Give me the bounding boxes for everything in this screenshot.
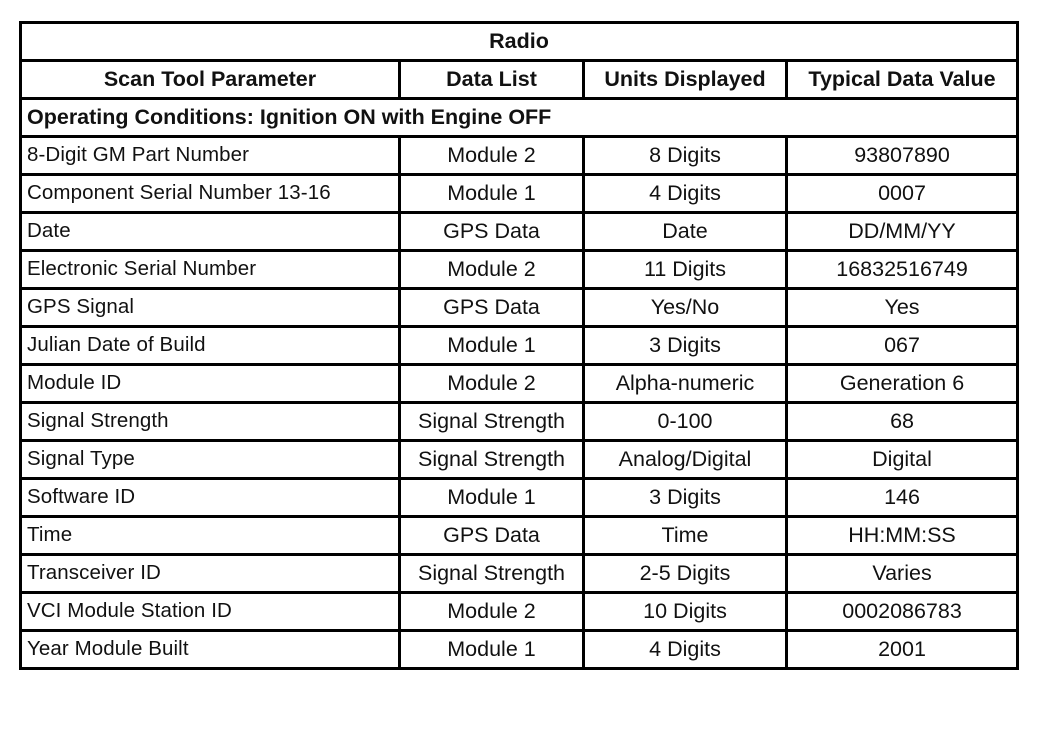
value-cell: 146: [787, 479, 1018, 517]
data-list-cell: Module 1: [400, 327, 584, 365]
parameter-cell: Electronic Serial Number: [21, 251, 400, 289]
data-list-cell: Signal Strength: [400, 555, 584, 593]
units-cell: 0-100: [584, 403, 787, 441]
table-row: [21, 327, 1018, 365]
table-row: [21, 631, 1018, 669]
title-row: [21, 23, 1018, 61]
data-list-cell: Module 2: [400, 593, 584, 631]
value-cell: 2001: [787, 631, 1018, 669]
data-list-cell: Module 1: [400, 175, 584, 213]
units-cell: Analog/Digital: [584, 441, 787, 479]
table-row: [21, 365, 1018, 403]
section-row: [21, 99, 1018, 137]
units-cell: 8 Digits: [584, 137, 787, 175]
value-cell: 0002086783: [787, 593, 1018, 631]
table-row: [21, 289, 1018, 327]
parameter-cell: Signal Type: [21, 441, 400, 479]
parameter-cell: Year Module Built: [21, 631, 400, 669]
value-cell: Digital: [787, 441, 1018, 479]
table-row: [21, 251, 1018, 289]
parameter-cell: Time: [21, 517, 400, 555]
value-cell: HH:MM:SS: [787, 517, 1018, 555]
parameter-cell: Software ID: [21, 479, 400, 517]
units-cell: 10 Digits: [584, 593, 787, 631]
units-cell: Alpha-numeric: [584, 365, 787, 403]
header-scan-tool-parameter: Scan Tool Parameter: [21, 61, 400, 99]
data-list-cell: GPS Data: [400, 289, 584, 327]
value-cell: 0007: [787, 175, 1018, 213]
data-list-cell: GPS Data: [400, 213, 584, 251]
table-row: [21, 593, 1018, 631]
value-cell: Yes: [787, 289, 1018, 327]
table-title: Radio: [21, 23, 1018, 61]
value-cell: 68: [787, 403, 1018, 441]
table-row: [21, 517, 1018, 555]
parameter-cell: Component Serial Number 13-16: [21, 175, 400, 213]
section-heading: Operating Conditions: Ignition ON with Engine OFF: [21, 99, 1018, 137]
value-cell: Generation 6: [787, 365, 1018, 403]
units-cell: 11 Digits: [584, 251, 787, 289]
parameter-cell: GPS Signal: [21, 289, 400, 327]
units-cell: Date: [584, 213, 787, 251]
parameter-cell: 8-Digit GM Part Number: [21, 137, 400, 175]
data-list-cell: Signal Strength: [400, 441, 584, 479]
parameter-cell: Date: [21, 213, 400, 251]
table-row: [21, 137, 1018, 175]
units-cell: 4 Digits: [584, 631, 787, 669]
table-row: [21, 213, 1018, 251]
table-row: [21, 403, 1018, 441]
table-row: [21, 175, 1018, 213]
header-units-displayed: Units Displayed: [584, 61, 787, 99]
header-row: [21, 61, 1018, 99]
units-cell: 3 Digits: [584, 327, 787, 365]
parameter-cell: Module ID: [21, 365, 400, 403]
data-list-cell: Module 1: [400, 631, 584, 669]
table-row: [21, 479, 1018, 517]
data-list-cell: Module 2: [400, 365, 584, 403]
units-cell: 4 Digits: [584, 175, 787, 213]
value-cell: 067: [787, 327, 1018, 365]
data-list-cell: Module 2: [400, 137, 584, 175]
units-cell: Yes/No: [584, 289, 787, 327]
data-list-cell: Signal Strength: [400, 403, 584, 441]
value-cell: Varies: [787, 555, 1018, 593]
value-cell: 16832516749: [787, 251, 1018, 289]
units-cell: 3 Digits: [584, 479, 787, 517]
parameter-cell: Transceiver ID: [21, 555, 400, 593]
data-list-cell: Module 2: [400, 251, 584, 289]
units-cell: 2-5 Digits: [584, 555, 787, 593]
data-list-cell: GPS Data: [400, 517, 584, 555]
table-row: [21, 441, 1018, 479]
parameter-cell: Signal Strength: [21, 403, 400, 441]
header-data-list: Data List: [400, 61, 584, 99]
data-list-cell: Module 1: [400, 479, 584, 517]
parameter-cell: Julian Date of Build: [21, 327, 400, 365]
table-row: [21, 555, 1018, 593]
header-typical-data-value: Typical Data Value: [787, 61, 1018, 99]
units-cell: Time: [584, 517, 787, 555]
value-cell: DD/MM/YY: [787, 213, 1018, 251]
value-cell: 93807890: [787, 137, 1018, 175]
radio-parameter-table: [19, 21, 1019, 670]
parameter-cell: VCI Module Station ID: [21, 593, 400, 631]
